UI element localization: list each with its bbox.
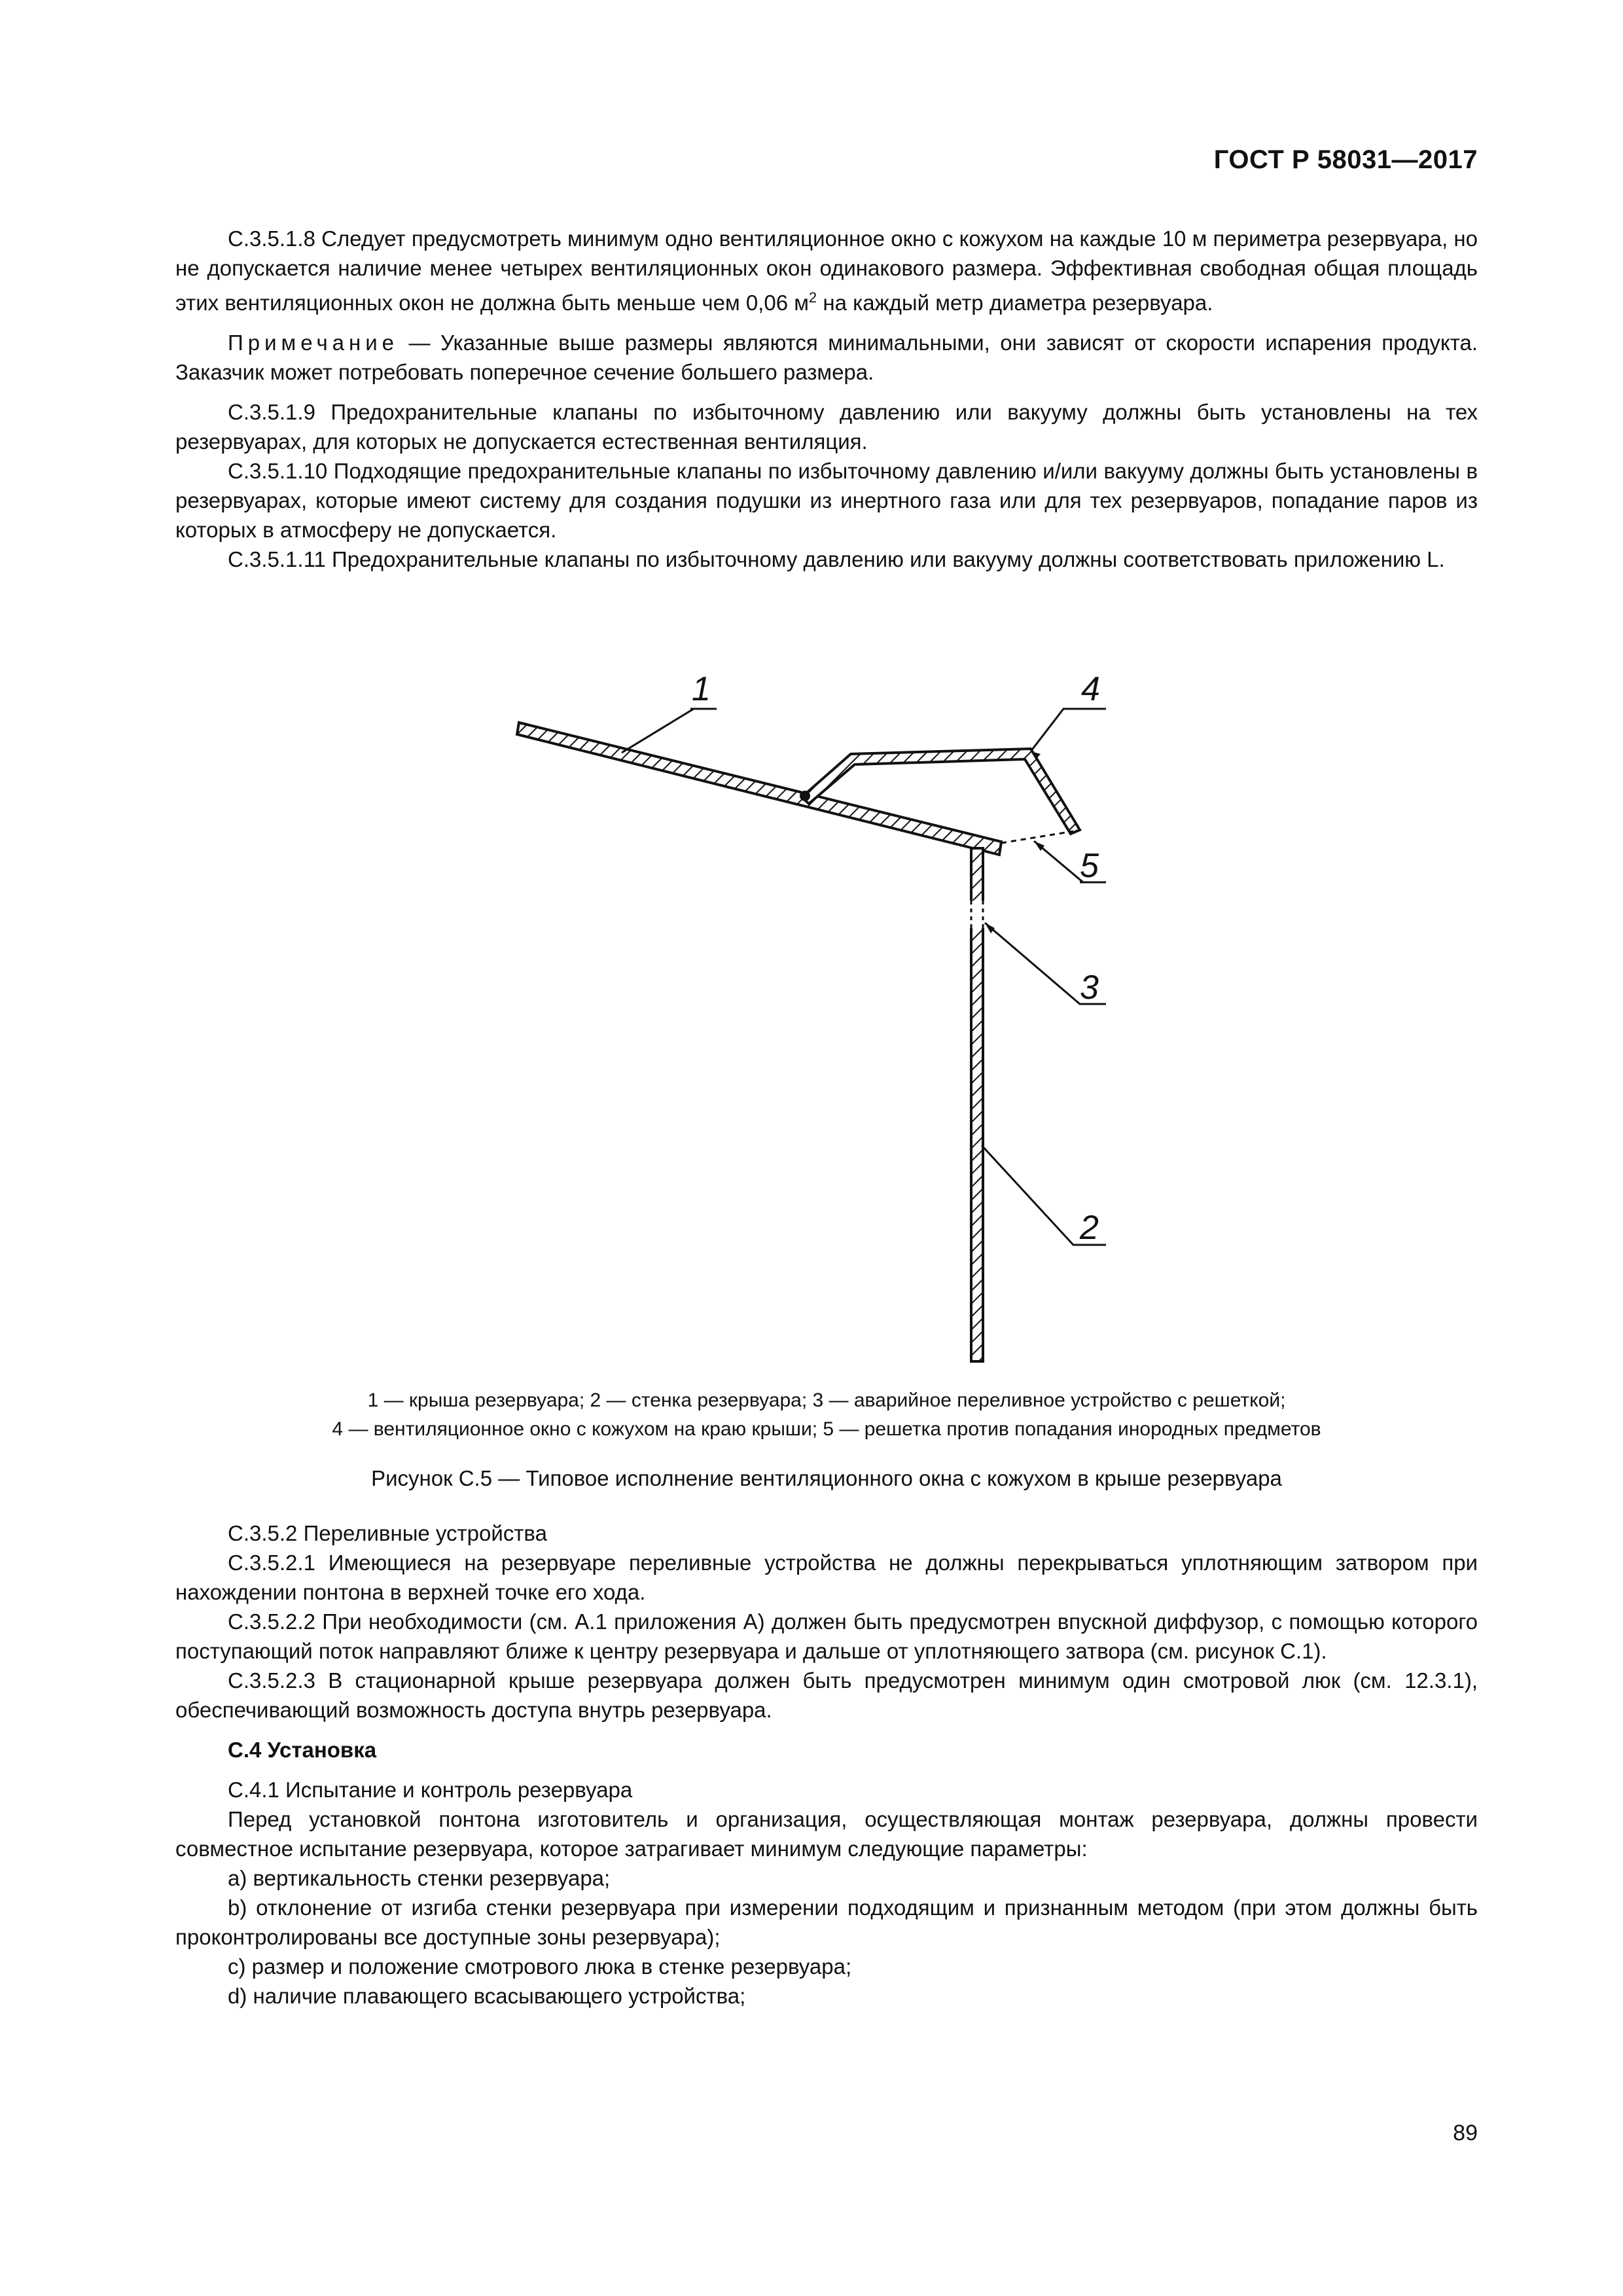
paragraph-text: C.3.5.1.8 Следует предусмотреть минимум одно вентиляционное окно с кожухом на каждые 10 м периметра резервуара, но не допускается наличие менее четырех вентиляционных окон одинакового размера. Эффективная свободная общая площадь этих вентиляционных окон не должна быть меньше чем 0,06 м <box>175 226 1478 315</box>
note-text: — Указанные выше размеры являются минимальными, они зависят от скорости испарения продукта. Заказчик может потребовать поперечное сечение большего размера. <box>175 331 1478 384</box>
leader-1 <box>622 709 717 753</box>
paragraph-text-end: на каждый метр диаметра резервуара. <box>817 291 1213 315</box>
document-header: ГОСТ Р 58031—2017 <box>1213 145 1478 174</box>
list-item-c: c) размер и положение смотрового люка в стенке резервуара; <box>228 1954 852 1979</box>
label-2: 2 <box>1080 1209 1099 1247</box>
label-3: 3 <box>1080 969 1099 1007</box>
paragraph-c35191: C.3.5.1.9 Предохранительные клапаны по избыточному давлению или вакууму должны быть установлены на тех резервуарах, для которых не допускается естественная вентиляция. <box>175 400 1478 454</box>
paragraph-c3523: C.3.5.2.3 В стационарной крыше резервуара должен быть предусмотрен минимум один смотровой люк (см. 12.3.1), обеспечивающий возможность доступа внутрь резервуара. <box>175 1668 1478 1722</box>
paragraph-c351111: C.3.5.1.11 Предохранительные клапаны по избыточному давлению или вакууму должны соответствовать приложению L. <box>228 547 1445 571</box>
vent-cowl <box>802 749 1080 834</box>
label-4: 4 <box>1081 670 1100 708</box>
paragraph-c3521: C.3.5.2.1 Имеющиеся на резервуаре переливные устройства не должны перекрываться уплотняющим затвором при нахождении понтона в верхней точке его хода. <box>175 1551 1478 1604</box>
leader-4 <box>1031 709 1106 751</box>
figure-c5-diagram <box>0 655 1623 1388</box>
roof-plate <box>517 723 1001 855</box>
superscript: 2 <box>808 289 817 306</box>
paragraph-c352: C.3.5.2 Переливные устройства <box>228 1521 547 1545</box>
note-label: Примечание <box>228 331 399 355</box>
text-block-top <box>175 224 1478 574</box>
legend-line-2: 4 — вентиляционное окно с кожухом на краю крыши; 5 — решетка против попадания инородных предметов <box>332 1418 1321 1440</box>
paragraph-c351110: C.3.5.1.10 Подходящие предохранительные клапаны по избыточному давлению и/или вакууму должны быть установлены в резервуарах, которые имеют систему для создания подушки из инертного газа или для тех резервуаров, попадание паров из которых в атмосферу не допускается. <box>175 459 1478 542</box>
paragraph-c3522: C.3.5.2.2 При необходимости (см. А.1 приложения А) должен быть предусмотрен впускной диффузор, с помощью которого поступающий поток направляют ближе к центру резервуара и дальше от уплотняющего затвора (см. рисунок C.1). <box>175 1609 1478 1663</box>
list-item-d: d) наличие плавающего всасывающего устройства; <box>228 1984 746 2008</box>
page-number: 89 <box>1453 2121 1478 2145</box>
mesh-grid <box>1001 831 1073 843</box>
legend-line-1: 1 — крыша резервуара; 2 — стенка резервуара; 3 — аварийное переливное устройство с решеткой; <box>367 1390 1286 1411</box>
note <box>175 328 1478 387</box>
list-item-a: a) вертикальность стенки резервуара; <box>228 1866 611 1890</box>
list-item-b: b) отклонение от изгиба стенки резервуара при измерении подходящим и признанным методом (при этом должны быть проконтролированы все доступные зоны резервуара); <box>175 1895 1478 1949</box>
label-5: 5 <box>1080 847 1099 885</box>
paragraph-c41: C.4.1 Испытание и контроль резервуара <box>228 1778 633 1802</box>
label-1: 1 <box>692 670 711 708</box>
paragraph-c35181 <box>175 224 1478 317</box>
paragraph-intro: Перед установкой понтона изготовитель и организация, осуществляющая монтаж резервуара, должны провести совместное испытание резервуара, которое затрагивает минимум следующие параметры: <box>175 1807 1478 1861</box>
figure-caption: Рисунок C.5 — Типовое исполнение вентиляционного окна с кожухом в крыше резервуара <box>371 1466 1282 1490</box>
text-block-bottom <box>175 1518 1478 2011</box>
figure-legend <box>175 1386 1478 1444</box>
section-heading-c4: C.4 Установка <box>228 1738 377 1762</box>
overflow-device <box>969 901 986 928</box>
